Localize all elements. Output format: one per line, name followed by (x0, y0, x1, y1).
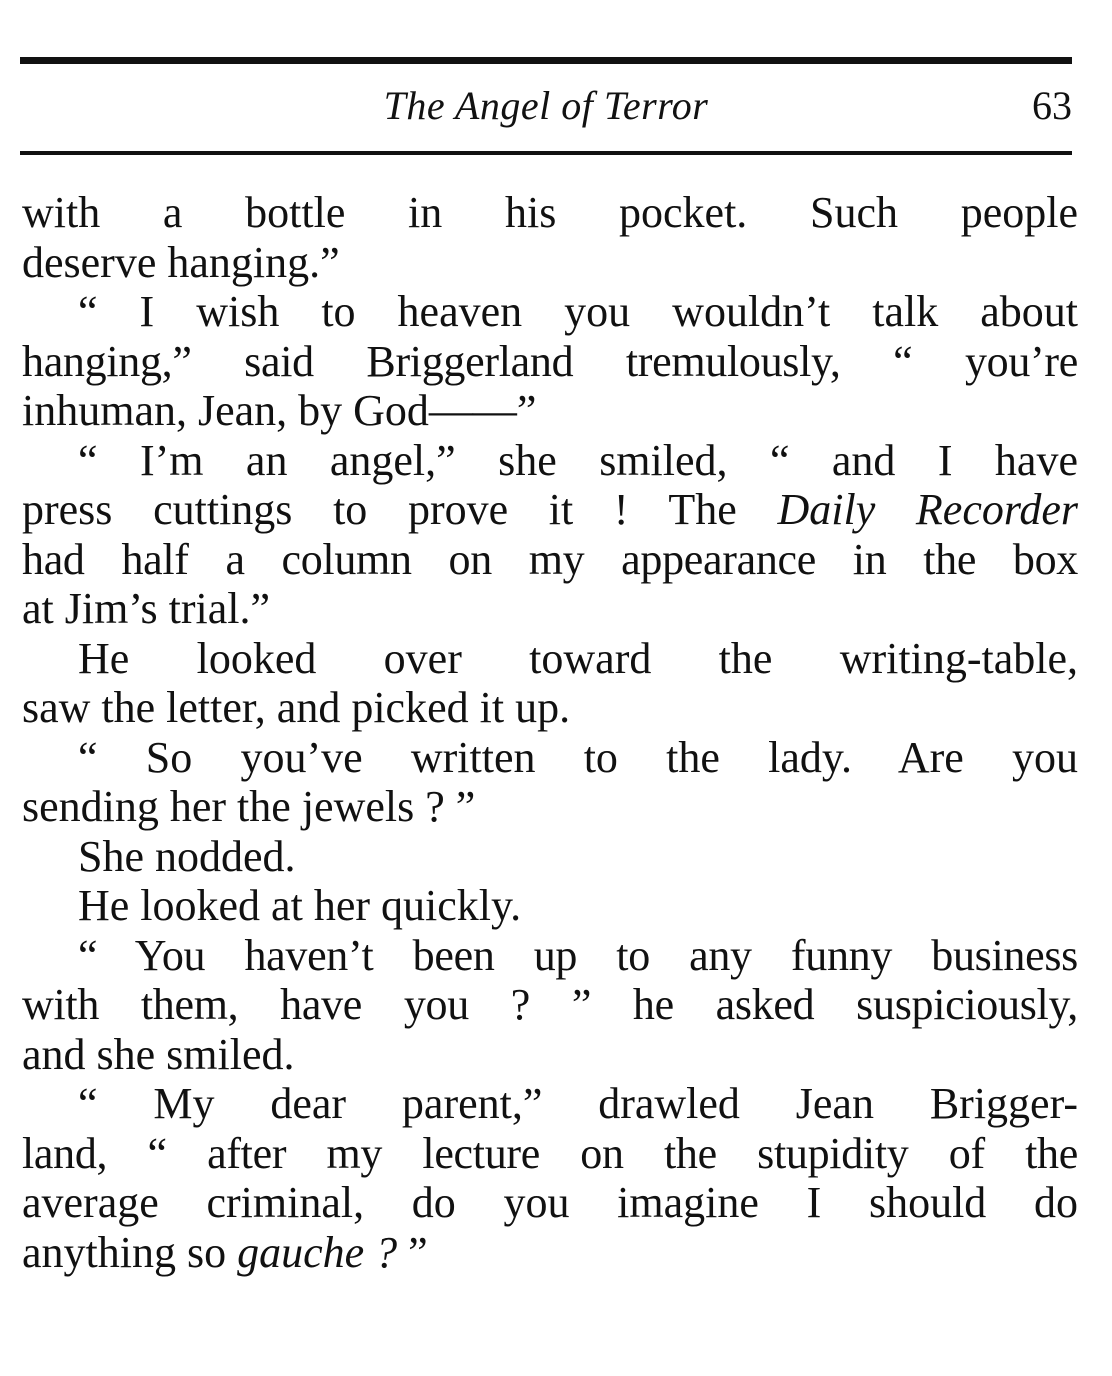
text-line: “ My dear parent,” drawled Jean Brigger- (78, 1079, 1078, 1128)
text-line: He looked over toward the writing-table, (78, 633, 1078, 683)
text-fragment: anything so (22, 1227, 238, 1277)
text-line (22, 485, 1078, 535)
text-line: deserve hanging.” (22, 237, 340, 287)
text-line: hanging,” said Briggerland tremulously, “ you’re (22, 336, 1078, 386)
text-line: land, “ after my lecture on the stupidity of the (22, 1128, 1078, 1178)
text-line: inhuman, Jean, by God——” (22, 386, 537, 435)
header-rule (20, 151, 1072, 155)
running-header (20, 78, 1072, 134)
text-line: average criminal, do you imagine I should do (22, 1178, 1078, 1227)
italic-word: gauche ? (237, 1227, 398, 1277)
page-body (22, 188, 1078, 1277)
text-line: “ I wish to heaven you wouldn’t talk about (78, 287, 1078, 336)
running-title: The Angel of Terror (383, 83, 709, 128)
page-number: 63 (1032, 83, 1072, 128)
text-line: He looked at her quickly. (78, 881, 522, 930)
text-line: She nodded. (78, 831, 296, 881)
text-line: with them, have you ? ” he asked suspiciously, (22, 980, 1078, 1029)
text-line: “ You haven’t been up to any funny business (78, 930, 1078, 980)
text-line: “ I’m an angel,” she smiled, “ and I have (78, 435, 1078, 485)
text-line: saw the letter, and picked it up. (22, 683, 571, 732)
text-line: and she smiled. (22, 1029, 295, 1079)
text-line: “ So you’ve written to the lady. Are you (78, 732, 1078, 782)
closing-quote: ” (397, 1227, 428, 1277)
text-fragment: press cuttings to prove it ! The (22, 485, 778, 534)
text-line: at Jim’s trial.” (22, 584, 271, 633)
text-line (22, 1228, 1078, 1278)
newspaper-title: Daily Recorder (777, 485, 1078, 534)
text-line: with a bottle in his pocket. Such people (22, 188, 1078, 237)
text-line: sending her the jewels ? ” (22, 782, 476, 831)
text-line: had half a column on my appearance in the box (22, 534, 1078, 584)
top-rule (20, 57, 1072, 64)
